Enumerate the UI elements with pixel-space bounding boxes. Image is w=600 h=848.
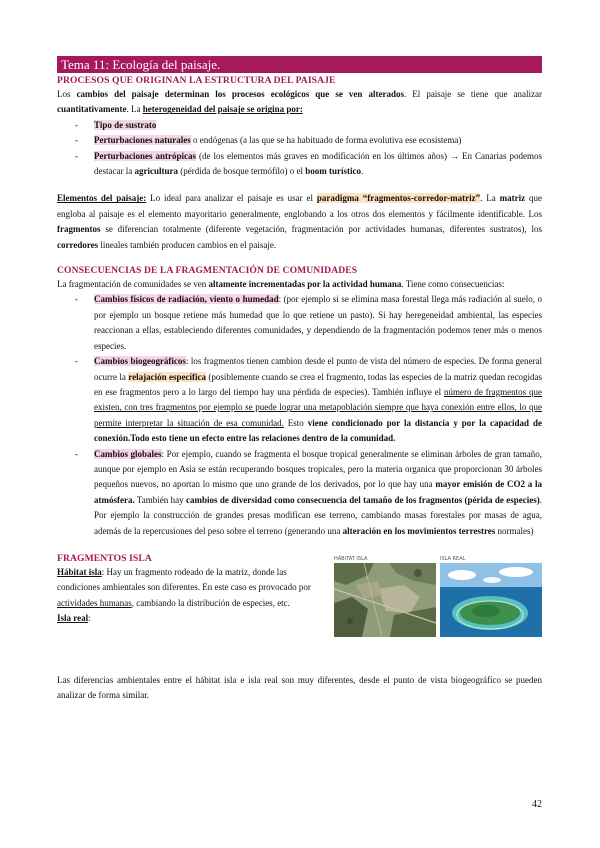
island-atoll-image bbox=[440, 563, 542, 637]
section-heading-consecuencias: CONSECUENCIAS DE LA FRAGMENTACIÓN DE COMUNIDADES bbox=[57, 265, 358, 277]
isla-text bbox=[57, 565, 325, 627]
page-title: Tema 11: Ecología del paisaje. bbox=[57, 56, 542, 73]
paragraph-fragmentacion: La fragmentación de comunidades se ven altamente incrementadas por la actividad humana. Tiene como consecuencias: bbox=[57, 279, 505, 290]
paragraph-habitat-isla: Hábitat isla: Hay un fragmento rodeado de la matriz, donde las condiciones ambientales son diferentes. En este caso es provocado por actividades humanas, cambiando la distribución de especies, etc. bbox=[57, 566, 311, 608]
aerial-forest-image bbox=[334, 563, 436, 637]
paragraph-intro: Los cambios del paisaje determinan los procesos ecológicos que se ven alterados. El paisaje se tiene que analizar cuantitativamente. La heterogeneidad del paisaje se origina por: bbox=[57, 89, 542, 115]
isla-real-photo bbox=[440, 555, 542, 637]
section-heading-fragmentos-isla: FRAGMENTOS ISLA bbox=[57, 552, 152, 564]
list-item: - Perturbaciones naturales o endógenas (a las que se ha habituado de forma evolutiva ese ecosistema) bbox=[75, 135, 462, 146]
page-content bbox=[57, 56, 542, 704]
habitat-isla-photo bbox=[334, 555, 436, 637]
list-item: - Cambios biogeográficos: los fragmentos tienen cambion desde el punto de vista del número de especies. De forma general ocurre la relajación específica (posiblemente cuando se crea el fragmento, todas las especies de la matriz quedan recogidas en ese fragmentos pero a lo largo del tiempo hay una pérdida de especies). También influye el número de fragmentos que existen, con tres fragmentos por ejemplo se puede lograr una metapoblación siempre que haya conexión entre ellos, lo que permite interpretar la situación de esa comunidad. Esto viene condicionado por la distancia y por la capacidad de conexión.Todo esto tiene un efecto entre las relaciones dentro de la comunidad. bbox=[75, 356, 542, 444]
section-heading-procesos: PROCESOS QUE ORIGINAN LA ESTRUCTURA DEL PAISAJE bbox=[57, 75, 336, 86]
consequences-list bbox=[57, 292, 542, 539]
causes-list bbox=[57, 118, 542, 180]
paragraph-diferencias: Las diferencias ambientales entre el hábitat isla e isla real son muy diferentes, desde el punto de vista biogeográfico se pueden analizar de forma similar. bbox=[57, 674, 542, 701]
list-item: - Cambios físicos de radiación, viento o humedad: (por ejemplo si se elimina masa forestal llega más radiación al suelo, o por ejemplo un bosque retiene más humedad que lo que retiene un pasto). Si hay heregeneidad ambiental, las especies reaccionan a ellas, estableciendo diferentes comunidades, y dependiendo de la fragmentación podemos tener más o menos especies. bbox=[75, 294, 543, 351]
paragraph-isla-real: Isla real: bbox=[57, 613, 91, 624]
list-item: - Cambios globales: Por ejemplo, cuando se fragmenta el bosque tropical generalmente se eliminan árboles de gran tamaño, aunque por ejemplo en Asia se están recuperando bosques tropicales, pero la materia organica que proporcionan 30 árboles pequeños nuevos, no aportan lo mismo que uno grande de los derivados, por lo que hay una mayor emisión de CO2 a la atmósfera. También hay cambios de diversidad como consecuencia del tamaño de los fragmentos (périda de especies). Por ejemplo la construcción de grandes presas modifican ese terreno, cambiando masas forestales por masas de agua, además de la repercusiones del peso sobre el terreno (generando una alteración en los movimientos terrestres normales) bbox=[75, 448, 542, 536]
photo-label: HÁBITAT ISLA bbox=[334, 555, 368, 562]
list-item: - Tipo de sustrato bbox=[75, 119, 157, 130]
photo-label: ISLA REAL bbox=[440, 555, 466, 562]
paragraph-elementos: Elementos del paisaje: Lo ideal para analizar el paisaje es usar el paradigma “fragmentos-corredor-matriz”. La matriz que engloba al paisaje es el elemento mayoritario generalmente, englobando a los otros dos elementos y fácilmente identificable. Los fragmentos se diferencian totalmente (diferente vegetación, fragmentación por actividades humanas, diferentes sustratos), los corredores lineales también producen cambios en el paisaje. bbox=[57, 193, 543, 250]
list-item: - Perturbaciones antrópicas (de los elementos más graves en modificación en los últimos años) → En Canarias podemos destacar la agricultura (pérdida de bosque termófilo) o el boom turístico. bbox=[75, 150, 542, 177]
page-number: 42 bbox=[532, 799, 542, 810]
